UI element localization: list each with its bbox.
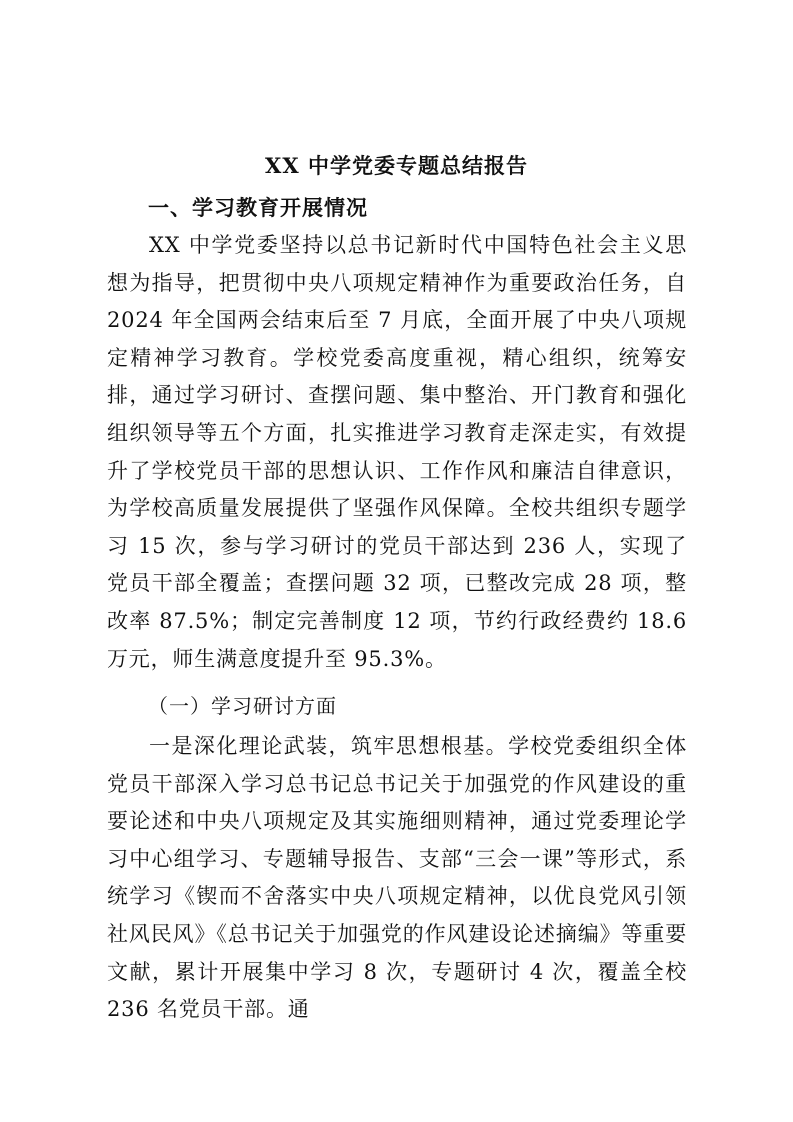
subsection-1-paragraph: 一是深化理论武装，筑牢思想根基。学校党委组织全体党员干部深入学习总书记总书记关于加强党的作风建设的重要论述和中央八项规定及其实施细则精神，通过党委理论学习中心组学习、专题辅导报告、支部“三会一课”等形式，系统学习《锲而不舍落实中央八项规定精神，以优良党风引领社风民风》《总书记关于加强党的作风建设论述摘编》等重要文献，累计开展集中学习 8 次，专题研讨 4 次，覆盖全校 236 名党员干部。通 [107,734,687,1022]
subsection-heading-1: （一）学习研讨方面 [148,694,337,718]
document-title: XX 中学党委专题总结报告 [265,153,528,178]
section-1-paragraph: XX 中学党委坚持以总书记新时代中国特色社会主义思想为指导，把贯彻中央八项规定精神作为重要政治任务，自 2024 年全国两会结束后至 7 月底，全面开展了中央八项规定精神学习教育。学校党委高度重视，精心组织，统筹安排，通过学习研讨、查摆问题、集中整治、开门教育和强化组织领导等五个方面，扎实推进学习教育走深走实，有效提升了学校党员干部的思想认识、工作作风和廉洁自律意识，为学校高质量发展提供了坚强作风保障。全校共组织专题学习 15 次，参与学习研讨的党员干部达到 236 人，实现了党员干部全覆盖；查摆问题 32 项，已整改完成 28 项，整改率 87.5%；制定完善制度 12 项，节约行政经费约 18.6 万元，师生满意度提升至 95.3%。 [107,233,687,671]
section-heading-1: 一、学习教育开展情况 [148,195,368,220]
